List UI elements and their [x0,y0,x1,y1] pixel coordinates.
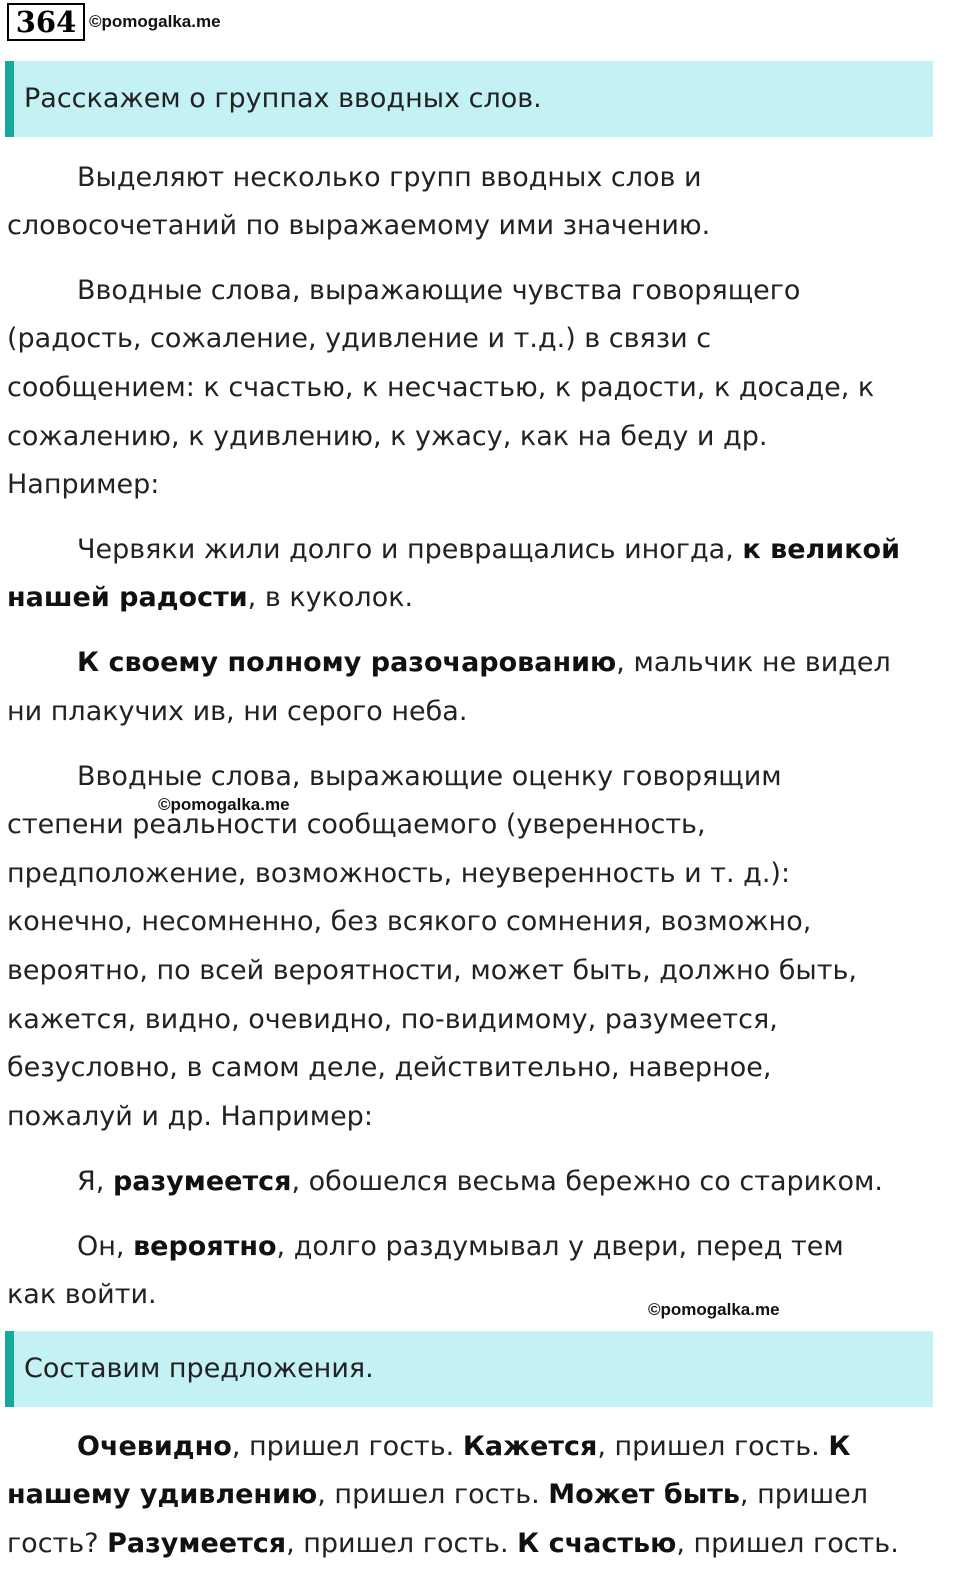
example-line: К своему полному разочарованию, мальчик не видел [77,647,891,678]
text-line: сообщением: к счастью, к несчастью, к радости, к досаде, к [7,372,875,403]
bold-phrase: разумеется [112,1166,292,1197]
text-line: вероятно, по всей вероятности, может быть, должно быть, [7,955,857,986]
bold-phrase: к великой [742,534,901,565]
answer-line: Очевидно, пришел гость. Кажется, пришел гость. К [77,1431,851,1462]
text-line: конечно, несомненно, без всякого сомнения, возможно, [7,906,812,937]
text-line: безусловно, в самом деле, действительно, наверное, [7,1052,772,1083]
text-line: Вводные слова, выражающие оценку говорящим [77,761,782,792]
bold-phrase: Кажется [462,1431,598,1462]
text-line: степени реальности сообщаемого (уверенность, [7,809,706,840]
example-line: как войти. [7,1279,157,1310]
watermark-mid: ©pomogalka.me [158,795,290,814]
watermark-bottom: ©pomogalka.me [648,1300,780,1319]
section-heading-2: Составим предложения. [24,1353,374,1384]
exercise-number: 364 [7,3,85,41]
section-banner-2 [5,1331,933,1407]
bold-phrase: К [828,1431,851,1462]
answer-line: гость? Разумеется, пришел гость. К счастью, пришел гость. [7,1528,899,1559]
text-line: словосочетаний по выражаемому ими значению. [7,210,711,241]
text-line: Вводные слова, выражающие чувства говорящего [77,275,801,306]
text-line: (радость, сожаление, удивление и т.д.) в связи с [7,323,712,354]
bold-phrase: Очевидно [77,1431,232,1462]
bold-phrase: Может быть [548,1479,740,1510]
text-line: Например: [7,469,160,500]
text-line: кажется, видно, очевидно, по-видимому, разумеется, [7,1004,778,1035]
bold-phrase: нашему удивлению [7,1479,318,1510]
example-line: Он, вероятно, долго раздумывал у двери, перед тем [77,1231,844,1262]
text-line: пожалуй и др. Например: [7,1101,373,1132]
bold-phrase: Разумеется [107,1528,287,1559]
example-line: нашей радости, в куколок. [7,582,414,613]
bold-phrase: К счастью [517,1528,677,1559]
example-line: Червяки жили долго и превращались иногда, к великой [77,534,901,565]
example-line: ни плакучих ив, ни серого неба. [7,696,468,727]
text-line: сожалению, к удивлению, к ужасу, как на беду и др. [7,421,768,452]
bold-phrase: вероятно [133,1231,277,1262]
bold-phrase: нашей радости [7,582,248,613]
example-line: Я, разумеется, обошелся весьма бережно со стариком. [77,1166,883,1197]
section-banner-1 [5,61,933,137]
text-line: Выделяют несколько групп вводных слов и [77,162,702,193]
bold-phrase: К своему полному разочарованию [77,647,617,678]
text-line: предположение, возможность, неуверенность и т. д.): [7,858,791,889]
watermark-top: ©pomogalka.me [89,12,221,31]
section-heading-1: Расскажем о группах вводных слов. [24,83,542,114]
answer-line: нашему удивлению, пришел гость. Может быть, пришел [7,1479,869,1510]
